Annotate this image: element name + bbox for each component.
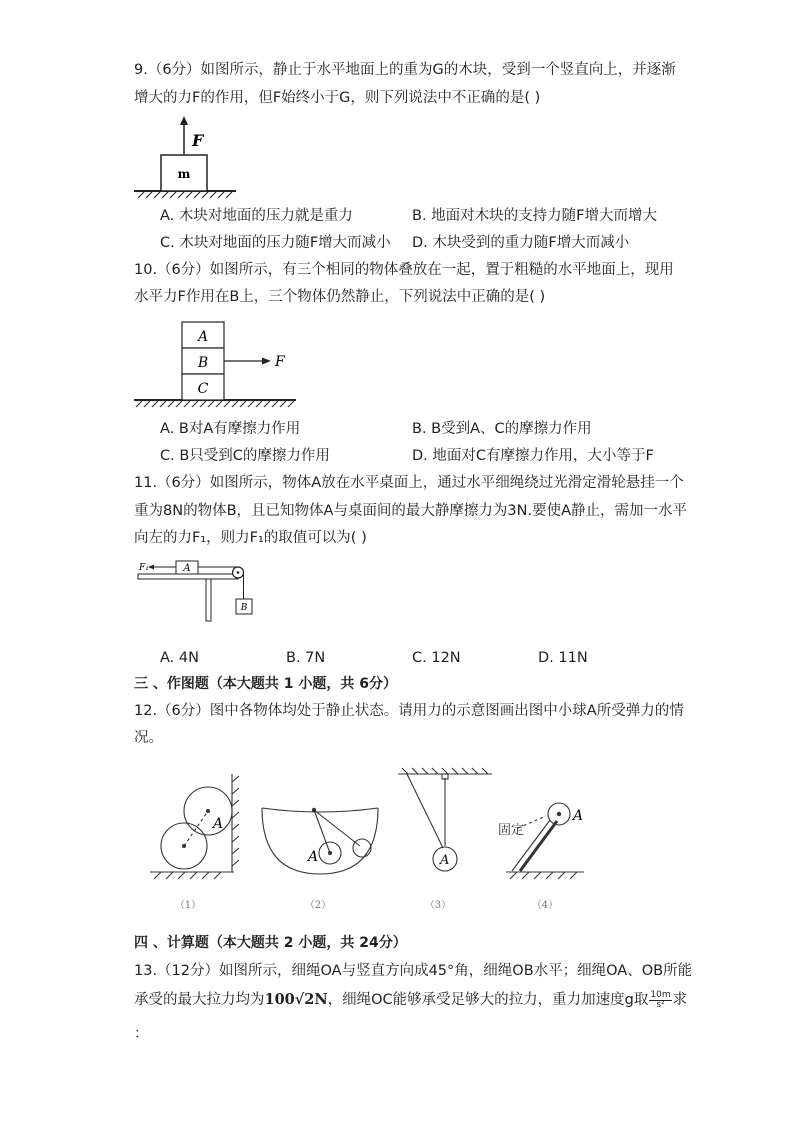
q11-option-c[interactable]: C. 12N [412, 650, 461, 666]
q10-option-c[interactable]: C. B只受到C的摩擦力作用 [160, 448, 330, 464]
q13-line-3: ： [134, 1026, 149, 1042]
q11-label-a: A [183, 563, 191, 574]
q12-fig3-label-a: A [440, 853, 450, 868]
q9-line-1: 9.（6分）如图所示，静止于水平地面上的重为G的木块，受到一个竖直向上，并逐渐 [134, 62, 676, 78]
q9-option-b[interactable]: B. 地面对木块的支持力随F增大而增大 [412, 208, 658, 224]
q12-fig2-label-a: A [308, 849, 319, 865]
q12-fig2-ball-side [353, 839, 371, 857]
q10-label-b: B [197, 355, 209, 371]
q11-f1-label: F₁ [139, 563, 149, 573]
q9-block-label: m [177, 167, 191, 181]
q10-line-2: 水平力F作用在B上，三个物体仍然静止，下列说法中正确的是( ) [134, 289, 546, 305]
q12-fig4-label-a: A [573, 808, 584, 824]
q11-table-leg [206, 579, 211, 621]
q11-figure [134, 557, 259, 625]
q10-label-c: C [197, 381, 209, 397]
q10-line-1: 10.（6分）如图所示，有三个相同的物体叠放在一起，置于粗糙的水平地面上，现用 [134, 262, 674, 278]
q13-max-tension: 100√2N [264, 991, 328, 1008]
q12-line-2: 况。 [134, 730, 163, 746]
q10-force-label: F [275, 354, 285, 370]
q12-fig4-rod [520, 821, 557, 871]
q12-fig4-fixed-label: 固定 [498, 823, 525, 838]
q12-fig2-bowl [262, 808, 378, 874]
q9-option-c[interactable]: C. 木块对地面的压力随F增大而减小 [160, 235, 391, 251]
q12-line-1: 12.（6分）图中各物体均处于静止状态。请用力的示意图画出图中小球A所受弹力的情 [134, 703, 684, 719]
q9-line-2: 增大的力F的作用，但F始终小于G，则下列说法中不正确的是( ) [134, 90, 541, 106]
q11-line-2: 重为8N的物体B，且已知物体A与桌面间的最大静摩擦力为3N.要使A静止，需加一水平 [134, 503, 688, 519]
q9-option-d[interactable]: D. 木块受到的重力随F增大而减小 [412, 235, 630, 251]
q13-line-2-text-b: ，细绳OC能够承受足够大的拉力，重力加速度g取 [327, 992, 649, 1008]
q9-figure [134, 112, 244, 200]
q13-g-denominator: s² [656, 999, 665, 1010]
q9-force-label: F [192, 131, 204, 150]
q11-line-1: 11.（6分）如图所示，物体A放在水平桌面上，通过水平细绳绕过光滑定滑轮悬挂一个 [134, 475, 684, 491]
q11-line-3: 向左的力F₁，则力F₁的取值可以为( ) [134, 530, 367, 546]
q12-caption-4: （4） [531, 900, 559, 911]
q12-caption-3: （3） [424, 900, 452, 911]
q11-option-d[interactable]: D. 11N [538, 650, 588, 666]
q13-line-2-text-c: 求 [672, 992, 688, 1008]
q10-option-a[interactable]: A. B对A有摩擦力作用 [160, 421, 301, 437]
q10-option-b[interactable]: B. B受到A、C的摩擦力作用 [412, 421, 592, 437]
q13-line-2 [134, 990, 687, 1010]
q11-option-a[interactable]: A. 4N [160, 650, 199, 666]
q9-option-a[interactable]: A. 木块对地面的压力就是重力 [160, 208, 353, 224]
q11-table [138, 574, 238, 579]
q12-fig1-label-a: A [213, 816, 224, 832]
q10-figure [134, 318, 299, 412]
section-3-heading: 三 、作图题（本大题共 1 小题，共 6分） [134, 676, 397, 692]
q13-line-2-text-a: 承受的最大拉力均为 [134, 992, 265, 1008]
q10-label-a: A [197, 329, 209, 345]
q13-g-fraction [649, 991, 671, 1010]
q13-g-numerator: 10m [650, 989, 671, 1000]
q10-option-d[interactable]: D. 地面对C有摩擦力作用，大小等于F [412, 448, 654, 464]
q11-option-b[interactable]: B. 7N [286, 650, 326, 666]
q12-figure [150, 768, 605, 916]
q11-label-b: B [240, 603, 248, 613]
q12-caption-1: （1） [174, 900, 202, 911]
q13-line-1: 13.（12分）如图所示，细绳OA与竖直方向成45°角，细绳OB水平；细绳OA、OB所能 [134, 963, 693, 979]
section-4-heading: 四 、计算题（本大题共 2 小题，共 24分） [134, 935, 407, 951]
q12-caption-2: （2） [304, 900, 332, 911]
